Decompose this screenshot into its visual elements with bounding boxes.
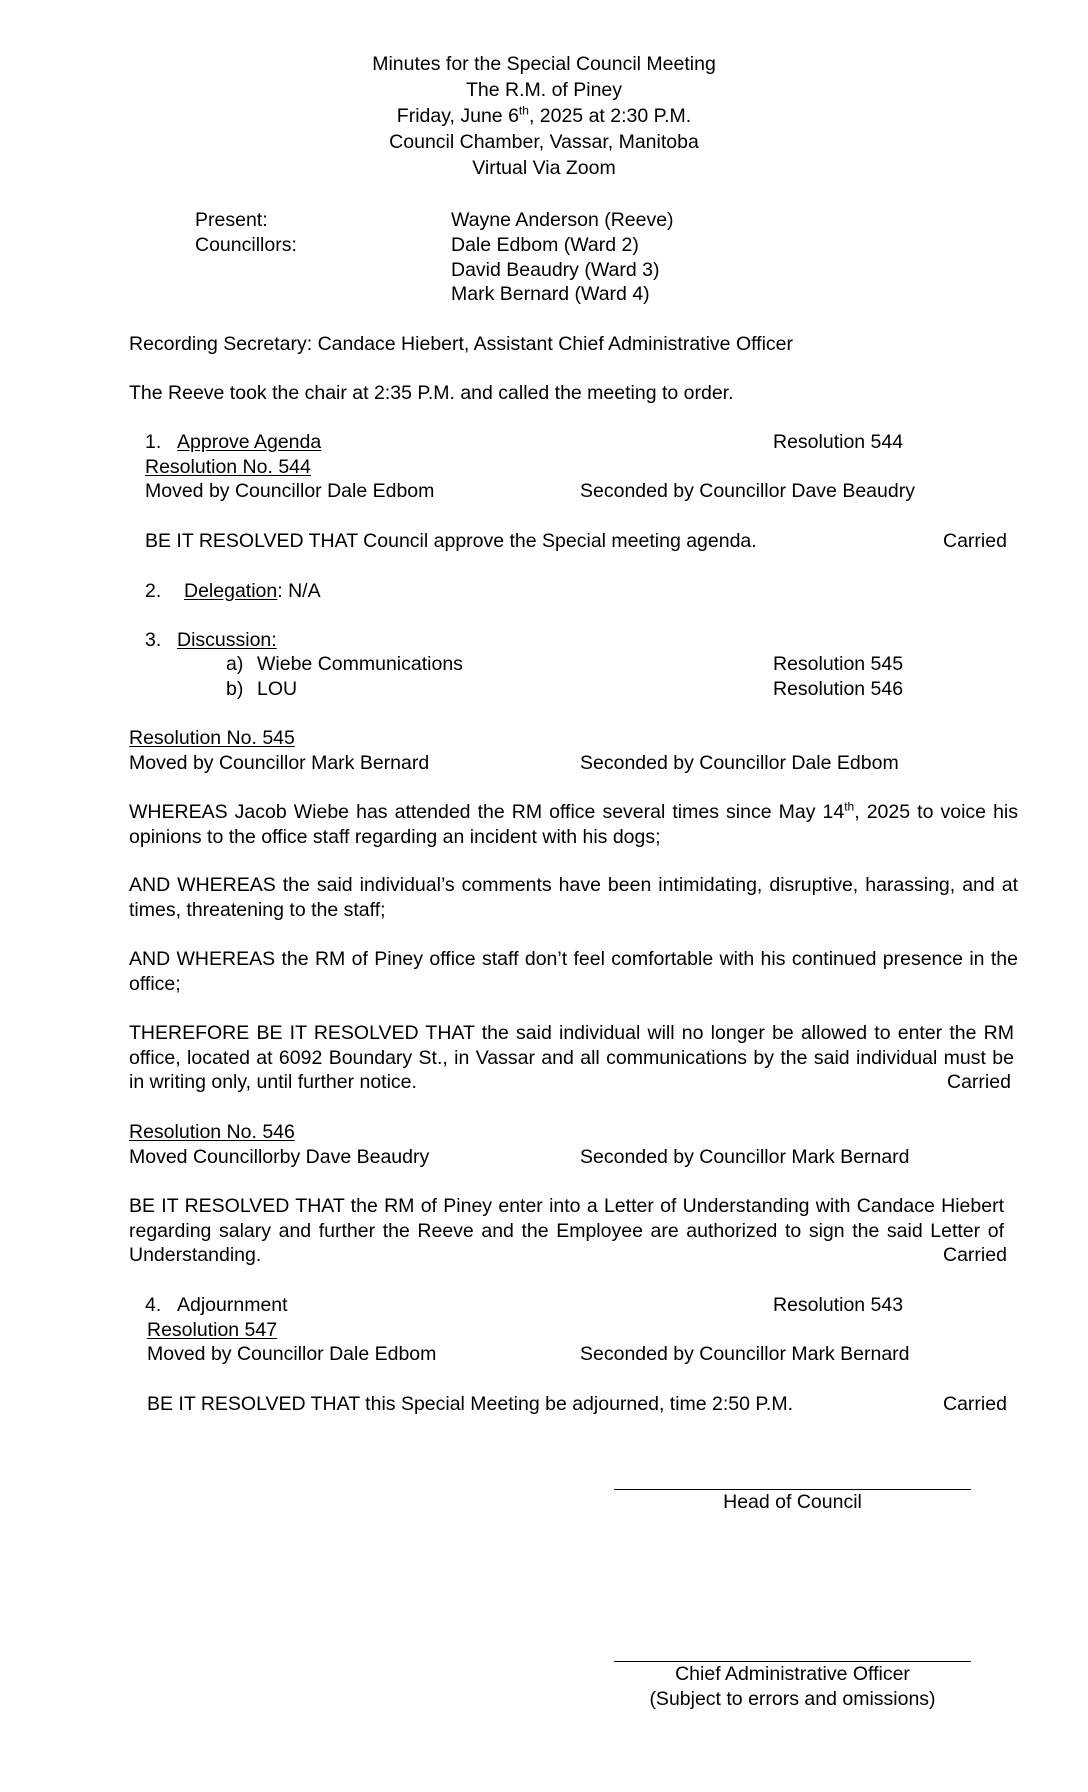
- attendee-name: Dale Edbom (Ward 2): [451, 234, 639, 256]
- attendee-name: Wayne Anderson (Reeve): [451, 209, 674, 231]
- resolution-544-moved: Moved by Councillor Dale Edbom: [145, 480, 435, 502]
- item-1-title: Approve Agenda: [177, 431, 322, 453]
- subitem-label: LOU: [257, 678, 298, 700]
- subitem-resolution-ref: Resolution 545: [773, 653, 904, 675]
- resolution-546-moved: Moved Councillorby Dave Beaudry: [129, 1146, 430, 1168]
- title-line-2: The R.M. of Piney: [465, 79, 623, 101]
- present-label: Present:: [195, 209, 268, 231]
- resolution-545-heading: Resolution No. 545: [129, 727, 295, 749]
- resolution-544-text: BE IT RESOLVED THAT Council approve the Special meeting agenda.: [145, 530, 757, 552]
- resolution-545-therefore: THEREFORE BE IT RESOLVED THAT the said individual will no longer be allowed to enter the RM office, located at 6092 Boundary St., in Vassar and all communications by the said individual must be in writing only, until further notice.: [129, 1022, 1014, 1093]
- resolution-547-seconded: Seconded by Councillor Mark Bernard: [580, 1343, 910, 1365]
- subitem-letter: a): [226, 653, 244, 675]
- resolution-546-heading: Resolution No. 546: [129, 1121, 295, 1143]
- resolution-547-heading: Resolution 547: [147, 1319, 278, 1341]
- resolution-545-status: Carried: [947, 1071, 1011, 1093]
- resolution-545-moved: Moved by Councillor Mark Bernard: [129, 752, 430, 774]
- item-2-number: 2.: [145, 580, 162, 602]
- item-4-title: Adjournment: [177, 1294, 288, 1316]
- call-to-order: The Reeve took the chair at 2:35 P.M. and called the meeting to order.: [129, 382, 734, 404]
- resolution-547-text: BE IT RESOLVED THAT this Special Meeting be adjourned, time 2:50 P.M.: [147, 1393, 793, 1415]
- meeting-virtual: Virtual Via Zoom: [472, 157, 616, 179]
- attendee-name: Mark Bernard (Ward 4): [451, 283, 650, 305]
- resolution-545-whereas-1: WHEREAS Jacob Wiebe has attended the RM office several times since May 14th, 2025 to voice his opinions to the office staff regarding an incident with his dogs;: [129, 799, 1019, 848]
- recording-secretary: Recording Secretary: Candace Hiebert, Assistant Chief Administrative Officer: [129, 333, 794, 355]
- title-line-1: Minutes for the Special Council Meeting: [372, 53, 716, 75]
- item-3-number: 3.: [145, 629, 162, 651]
- item-4-number: 4.: [145, 1294, 162, 1316]
- attendee-name: David Beaudry (Ward 3): [451, 259, 660, 281]
- subitem-letter: b): [226, 678, 244, 700]
- cao-label: Chief Administrative Officer: [675, 1663, 910, 1685]
- meeting-date: Friday, June 6th, 2025 at 2:30 P.M.: [396, 103, 692, 127]
- councillors-label: Councillors:: [195, 234, 297, 256]
- item-4-resolution-ref: Resolution 543: [773, 1294, 904, 1316]
- item-2-delegation: Delegation: N/A: [184, 580, 321, 602]
- resolution-545-whereas-3: AND WHEREAS the RM of Piney office staff don’t feel comfortable with his continued presence in the office;: [129, 948, 1018, 995]
- resolution-547-status: Carried: [943, 1393, 1007, 1415]
- resolution-544-heading: Resolution No. 544: [145, 456, 311, 478]
- item-1-number: 1.: [145, 431, 162, 453]
- meeting-location: Council Chamber, Vassar, Manitoba: [389, 131, 699, 153]
- resolution-546-text: BE IT RESOLVED THAT the RM of Piney enter into a Letter of Understanding with Candace Hiebert regarding salary and further the Reeve and the Employee are authorized to sign the said Letter of Understanding.: [129, 1195, 1004, 1266]
- resolution-547-moved: Moved by Councillor Dale Edbom: [147, 1343, 437, 1365]
- errors-omissions-note: (Subject to errors and omissions): [649, 1688, 936, 1710]
- resolution-546-seconded: Seconded by Councillor Mark Bernard: [580, 1146, 910, 1168]
- head-of-council-label: Head of Council: [723, 1491, 862, 1513]
- subitem-resolution-ref: Resolution 546: [773, 678, 904, 700]
- resolution-546-status: Carried: [943, 1244, 1007, 1266]
- item-1-resolution-ref: Resolution 544: [773, 431, 904, 453]
- item-3-title: Discussion:: [177, 629, 277, 651]
- resolution-544-seconded: Seconded by Councillor Dave Beaudry: [580, 480, 915, 502]
- resolution-545-whereas-2: AND WHEREAS the said individual’s comments have been intimidating, disruptive, harassing, and at times, threatening to the staff;: [129, 874, 1018, 921]
- resolution-545-seconded: Seconded by Councillor Dale Edbom: [580, 752, 899, 774]
- resolution-544-status: Carried: [943, 530, 1007, 552]
- subitem-label: Wiebe Communications: [257, 653, 463, 675]
